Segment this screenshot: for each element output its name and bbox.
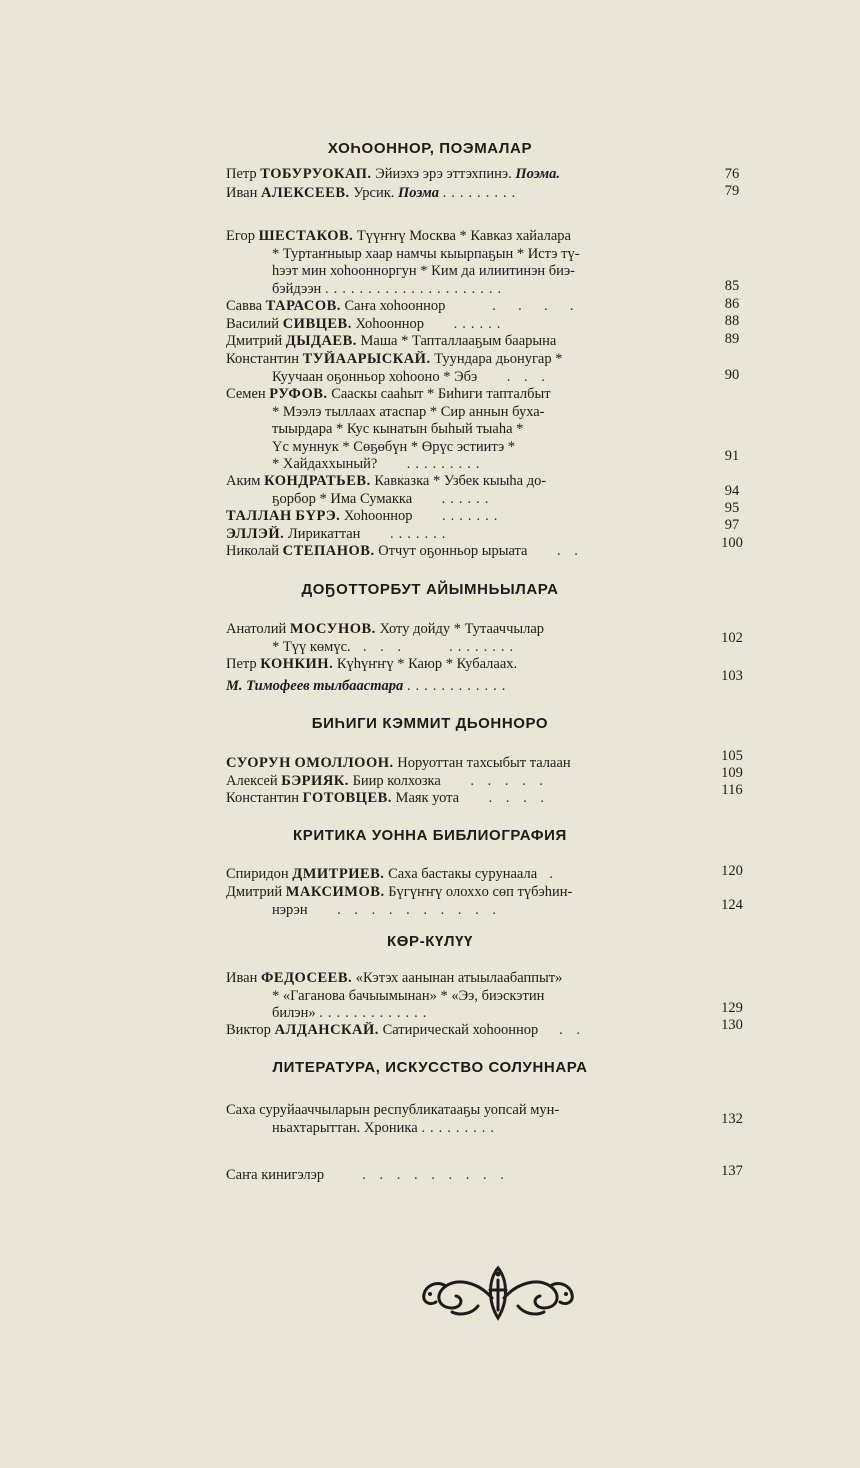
toc-entry: ЭЛЛЭЙ. Лирикаттан ....... bbox=[226, 526, 451, 542]
section-heading-kor-kuluu: КӨР-КҮЛҮҮ bbox=[387, 933, 473, 950]
section-heading-poems: ХОҺООННОР, ПОЭМАЛАР bbox=[327, 140, 533, 157]
toc-entry: Аким КОНДРАТЬЕВ. Кавказка * Узбек кыыһа до- ҕорбор * Има Сумакка ...... bbox=[226, 473, 547, 507]
toc-entry: Савва ТАРАСОВ. Саҥа хоһооннор . . . . bbox=[226, 298, 579, 314]
toc-entry: Константин ТУЙААРЫСКАЙ. Туундара дьонугар * Куучаан оҕонньор хоһооно * Эбэ . . . bbox=[226, 351, 563, 385]
page-number: 85 bbox=[724, 278, 740, 294]
toc-entry: Петр КОНКИН. Күһүҥҥү * Каюр * Кубалаах. bbox=[226, 656, 518, 672]
toc-entry: Виктор АЛДАНСКАЙ. Сатирическай хоһооннор . . bbox=[226, 1022, 586, 1038]
page-number: 97 bbox=[724, 517, 740, 533]
page-number: 102 bbox=[721, 630, 743, 646]
toc-entry: ТАЛЛАН БҮРЭ. Хоһооннор ....... bbox=[226, 508, 503, 524]
section-heading-children: ДОҔОТТОРБУТ АЙЫМНЬЫЛАРА bbox=[301, 581, 559, 598]
page-number: 91 bbox=[724, 448, 740, 464]
toc-entry: Саха суруйааччыларын республикатааҕы уопсай мун- ньахтарыттан. Хроника ......... bbox=[226, 1102, 560, 1136]
page-number: 132 bbox=[721, 1111, 743, 1127]
toc-entry: Спиридон ДМИТРИЕВ. Саха бастакы сурунаала . bbox=[226, 866, 559, 882]
toc-entry: Дмитрий ДЫДАЕВ. Маша * Тапталлааҕым баарына bbox=[226, 333, 557, 349]
page-number: 137 bbox=[721, 1163, 743, 1179]
page-number: 103 bbox=[721, 668, 743, 684]
page-number: 105 bbox=[721, 748, 743, 764]
toc-entry: Алексей БЭРИЯК. Биир колхозка . . . . . bbox=[226, 773, 548, 789]
toc-entry: Дмитрий МАКСИМОВ. Бүгүҥҥү олохxо сөп түбэһин- нэрэн . . . . . . . . . . bbox=[226, 884, 573, 918]
page-number: 130 bbox=[721, 1017, 743, 1033]
page-number: 124 bbox=[721, 897, 743, 913]
section-heading-news: ЛИТЕРАТУРА, ИСКУССТВО СОЛУННАРА bbox=[272, 1059, 588, 1076]
page-number: 88 bbox=[724, 313, 740, 329]
scroll-ornament-icon bbox=[418, 1262, 578, 1324]
page-number: 89 bbox=[724, 331, 740, 347]
page-number: 120 bbox=[721, 863, 743, 879]
page-number: 109 bbox=[721, 765, 743, 781]
toc-entry: Петр ТОБУРУОКАП. Эйиэхэ эрэ эттэхпинэ. Поэма. bbox=[226, 166, 561, 182]
page-number: 79 bbox=[724, 183, 740, 199]
page-number: 86 bbox=[724, 296, 740, 312]
toc-entry: Иван ФЕДОСЕЕВ. «Кэтэх аанынан атыылаабаппыт» * «Гаганова бачыымынан» * «Ээ, биэскэтин билэн» ............. bbox=[226, 970, 563, 1021]
toc-entry: СУОРУН ОМОЛЛООН. Норуоттан тахсыбыт талаан bbox=[226, 755, 571, 771]
page-number: 116 bbox=[721, 782, 743, 798]
section-heading-new-names: БИҺИГИ КЭММИТ ДЬОННОРО bbox=[311, 715, 549, 732]
toc-entry: Константин ГОТОВЦЕВ. Маяк уота . . . . bbox=[226, 790, 549, 806]
page-number: 94 bbox=[724, 483, 740, 499]
toc-entry: Николай СТЕПАНОВ. Отчут оҕонньор ырыата . . bbox=[226, 543, 583, 559]
page-number: 95 bbox=[724, 500, 740, 516]
page-number: 129 bbox=[721, 1000, 743, 1016]
page-number: 100 bbox=[721, 535, 743, 551]
toc-entry: Семен РУФОВ. Сааскы сааһыт * Биһиги тапталбыт * Мээлэ тыллаах атаспар * Сир аннын буха- тыырдара * Кус кынатын быһый тыаһа * Үс муннук * Сөҕөбүн * Өрүс эстиитэ * * Хайдаххыный? ......... bbox=[226, 386, 551, 472]
section-heading-critique: КРИТИКА УОННА БИБЛИОГРАФИЯ bbox=[293, 827, 567, 844]
toc-entry: Егор ШЕСТАКОВ. Түүҥҥү Москва * Кавказ хайалара * Туртаҥныыр хаар намчы кыырпаҕын * Истэ тү- һээт мин хоһоонноргун * Ким да илиитинэн биэ- бэйдээн ..................... bbox=[226, 228, 580, 297]
toc-entry: Василий СИВЦЕВ. Хоһооннор ...... bbox=[226, 316, 506, 332]
toc-entry: М. Тимофеев тылбаастара ............ bbox=[226, 678, 511, 694]
toc-entry: Саҥа кинигэлэр . . . . . . . . . bbox=[226, 1167, 509, 1183]
toc-entry: Анатолий МОСУНОВ. Хоту дойду * Тутааччылар * Түү көмүс. . . . ........ bbox=[226, 621, 545, 655]
page-number: 76 bbox=[724, 166, 740, 182]
toc-entry: Иван АЛЕКСЕЕВ. Урсик. Поэма ......... bbox=[226, 185, 521, 201]
page-number: 90 bbox=[724, 367, 740, 383]
